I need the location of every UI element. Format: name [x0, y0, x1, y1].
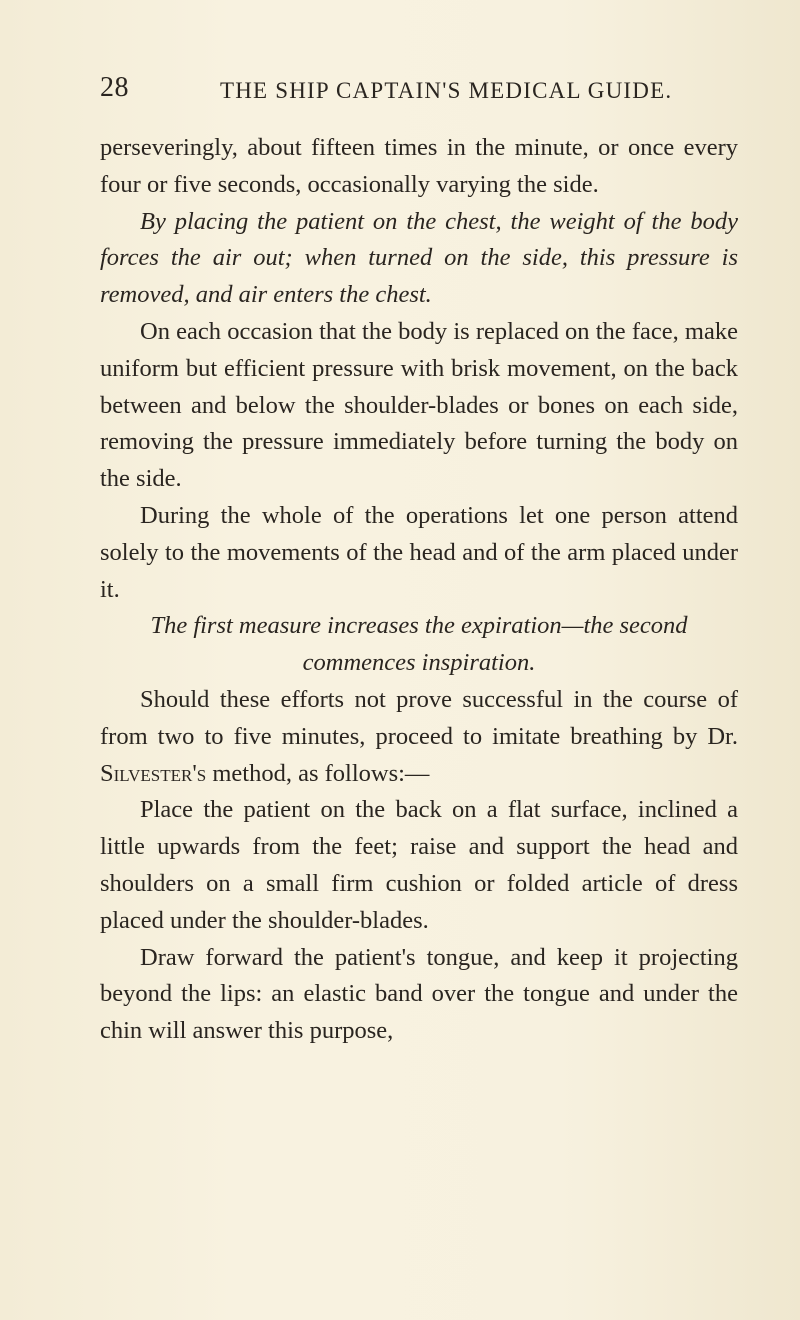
paragraph-place-patient: Place the patient on the back on a flat surface, inclined a little upwards from the feet; raise and support the head and shoulders on a small firm cushion or folded article of dress placed under the shoulder-blades.: [100, 796, 738, 934]
page-header: [100, 72, 740, 108]
running-head: THE SHIP CAPTAIN'S MEDICAL GUIDE.: [220, 78, 673, 103]
page-number: 28: [100, 72, 129, 103]
paragraph-silvester: [100, 682, 738, 792]
paragraph-pressure: On each occasion that the body is replaced on the face, make uniform but efficient pressure with brisk movement, on the back between and below the shoulder-blades or bones on each side, removing the pressure immediately before turning the body on the side.: [100, 317, 738, 493]
silvester-name: Silvester's: [100, 759, 207, 787]
paragraph-italic-measure: The first measure increases the expiration—the second commences inspiration.: [150, 612, 688, 677]
paragraph-operations: During the whole of the operations let one person attend solely to the movements of the head and of the arm placed under it.: [100, 501, 738, 603]
paragraph-tongue: Draw forward the patient's tongue, and keep it projecting beyond the lips: an elastic band over the tongue and under the chin will answer this purpose,: [100, 943, 738, 1045]
silvester-text-start: Should these efforts not prove successful in the course of from two to five minutes, proceed to imitate breathing by Dr.: [100, 685, 738, 750]
silvester-text-end: method, as follows:—: [212, 759, 430, 787]
body-text: [100, 130, 738, 1050]
paragraph-italic-principle: By placing the patient on the chest, the weight of the body forces the air out; when turned on the side, this pressure is removed, and air enters the chest.: [100, 207, 738, 309]
paragraph-continuation: perseveringly, about fifteen times in the minute, or once every four or five seconds, occasionally varying the side.: [100, 134, 738, 198]
